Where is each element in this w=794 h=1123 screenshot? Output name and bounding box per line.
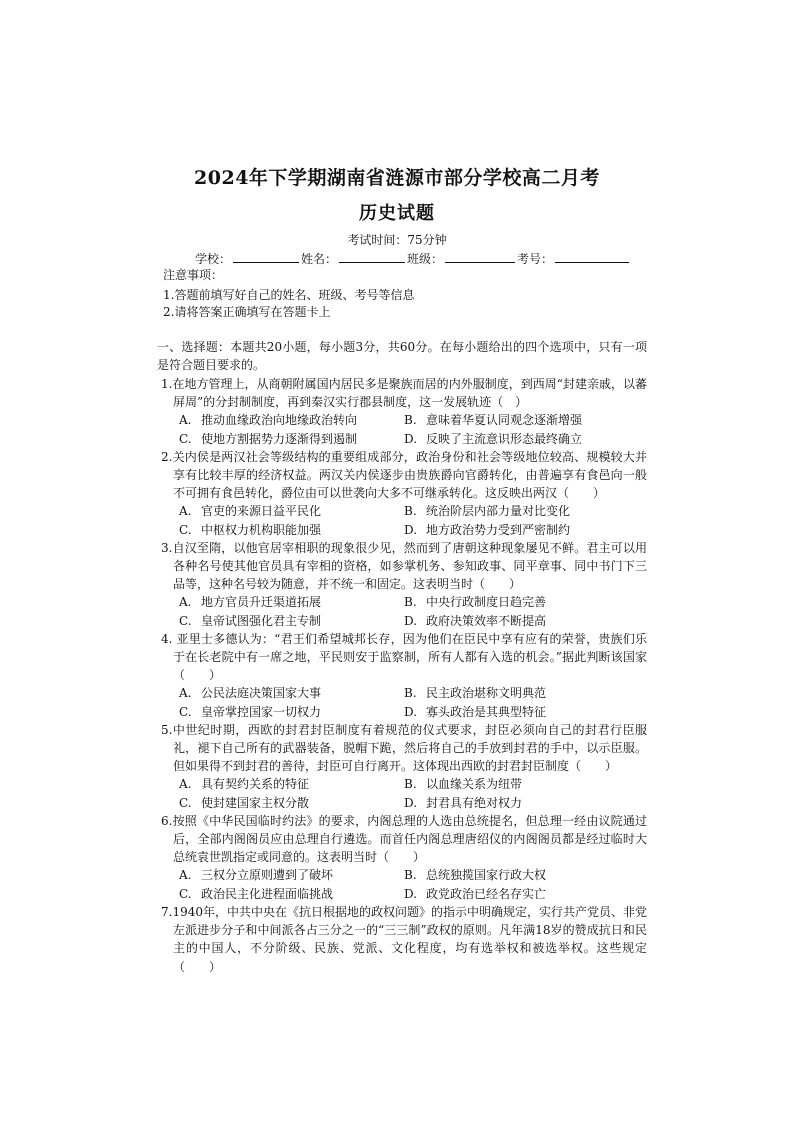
option-row	[161, 866, 647, 884]
notes-item: 2.请将答案正确填写在答题卡上	[163, 305, 331, 319]
question-stem: 7.1940年，中共中央在《抗日根据地的政权问题》的指示中明确规定，实行共产党员、非党左派进步分子和中间派各占三分之一的“三三制”政权的原则。凡年满18岁的赞成抗日和民主的中国人，不分阶级、民族、党派、文化程度，均有选举权和被选举权。这些规定（ ）	[161, 904, 647, 974]
option-row	[161, 593, 647, 611]
option-a: A. 官吏的来源日益平民化	[179, 504, 322, 519]
option-a: A. 具有契约关系的特征	[179, 777, 310, 792]
option-d: D. 政党政治已经名存实亡	[404, 886, 547, 901]
option-c: C. 皇帝掌控国家一切权力	[179, 704, 322, 719]
option-d: D. 封君具有绝对权力	[404, 795, 523, 810]
school-label: 学校：	[195, 252, 232, 266]
exam-title: 2024年下学期湖南省涟源市部分学校高二月考	[194, 167, 600, 189]
option-c: C. 中枢权力机构职能加强	[179, 522, 322, 537]
question-item	[161, 903, 647, 976]
option-b: B. 意味着华夏认同观念逐渐增强	[404, 413, 583, 428]
option-b: B. 中央行政制度日趋完善	[404, 595, 547, 610]
option-d: D. 地方政治势力受到严密制约	[404, 522, 571, 537]
question-list	[161, 375, 647, 976]
section-intro: 一、选择题：本题共20小题，每小题3分，共60分。在每小题给出的四个选项中，只有一项是符合题目要求的。	[157, 340, 647, 372]
name-blank	[339, 250, 405, 263]
question-stem: 4. 亚里士多德认为：“君王们希望城邦长存，因为他们在臣民中享有应有的荣誉，贵族们乐于在长老院中有一席之地，平民则安于监察制，所有人都有入选的机会。”据此判断该国家（ ）	[161, 631, 647, 683]
notes-block	[163, 267, 414, 321]
option-row	[161, 684, 647, 702]
question-item	[161, 812, 647, 903]
question-item	[161, 721, 647, 812]
option-b: B. 统治阶层内部力量对比变化	[404, 504, 571, 519]
option-row	[161, 612, 647, 630]
option-c: C. 使封建国家主权分散	[179, 795, 310, 810]
option-row	[161, 521, 647, 539]
exam-time: 考试时间：75分钟	[347, 233, 447, 247]
option-row	[161, 411, 647, 429]
exam-number-blank	[555, 250, 629, 263]
exam-subtitle: 历史试题	[359, 203, 435, 224]
option-row	[161, 794, 647, 812]
option-b: B. 民主政治堪称文明典范	[404, 686, 547, 701]
school-blank	[233, 250, 299, 263]
option-a: A. 三权分立原则遭到了破坏	[179, 868, 334, 883]
option-row	[161, 885, 647, 903]
question-stem: 2.关内侯是两汉社会等级结构的重要组成部分，政治身份和社会等级地位较高、规模较大并享有比较丰厚的经济权益。两汉关内侯逐步由贵族爵向官爵转化，由普遍享有食邑向一般不可拥有食邑转化，爵位由可以世袭向大多不可继承转化。这反映出两汉（ ）	[161, 449, 647, 501]
option-c: C. 使地方割据势力逐渐得到遏制	[179, 431, 358, 446]
option-row	[161, 502, 647, 520]
exam-number-label: 考号：	[517, 252, 554, 266]
class-label: 班级：	[407, 252, 444, 266]
option-a: A. 推动血缘政治向地缘政治转向	[179, 413, 358, 428]
option-c: C. 皇帝试图强化君主专制	[179, 613, 322, 628]
option-a: A. 地方官员升迁渠道拓展	[179, 595, 322, 610]
question-stem: 1.在地方管理上，从商朝附属国内居民多是聚族而居的内外服制度，到西周“封建亲戚，以蕃屏周”的分封制制度，再到秦汉实行郡县制度，这一发展轨迹（ ）	[161, 377, 647, 410]
option-d: D. 政府决策效率不断提高	[404, 613, 547, 628]
question-item	[161, 630, 647, 721]
option-d: D. 寡头政治是其典型特征	[404, 704, 547, 719]
class-blank	[445, 250, 515, 263]
notes-heading: 注意事项：	[163, 268, 224, 282]
option-row	[161, 430, 647, 448]
question-stem: 5.中世纪时期，西欧的封君封臣制度有着规范的仪式要求，封臣必须向自己的封君行臣服礼，褪下自己所有的武器装备，脱帽下跪，然后将自己的手放到封君的手中，以示臣服。但如果得不到封君的善待，封臣可自行离开。这体现出西欧的封君封臣制度（ ）	[161, 722, 647, 774]
question-item	[161, 375, 647, 448]
option-b: B. 总统独揽国家行政大权	[404, 868, 547, 883]
question-item	[161, 448, 647, 539]
name-label: 姓名：	[301, 252, 338, 266]
option-b: B. 以血缘关系为纽带	[404, 777, 523, 792]
option-a: A. 公民法庭决策国家大事	[179, 686, 322, 701]
question-stem: 6.按照《中华民国临时约法》的要求，内阁总理的人选由总统提名，但总理一经由议院通过后，全部内阁阁员应由总理自行遴选。而首任内阁总理唐绍仪的内阁阁员都是经过临时大总统袁世凯指定或同意的。这表明当时（ ）	[161, 813, 647, 865]
option-row	[161, 703, 647, 721]
option-d: D. 反映了主流意识形态最终确立	[404, 431, 583, 446]
option-row	[161, 775, 647, 793]
notes-item: 1.答题前填写好自己的姓名、班级、考号等信息	[163, 288, 415, 302]
option-c: C. 政治民主化进程面临挑战	[179, 886, 334, 901]
question-item	[161, 539, 647, 630]
student-info-row	[195, 250, 631, 267]
question-stem: 3.自汉至隋，以他官居宰相职的现象很少见，然而到了唐朝这种现象屡见不鲜。君主可以用各种名号使其他官员具有宰相的资格，如参掌机务、参知政事、同平章事、同中书门下三品等，这种名号较为随意，并不统一和固定。这表明当时（ ）	[161, 540, 647, 592]
